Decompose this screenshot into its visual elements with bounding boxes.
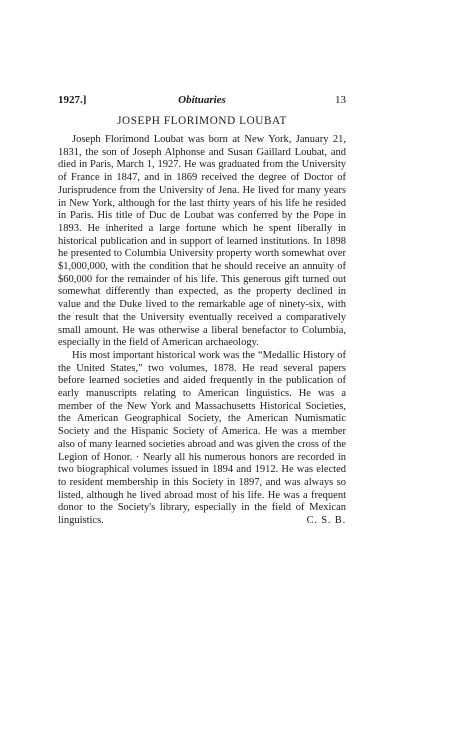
running-head — [58, 92, 346, 108]
article-title: JOSEPH FLORIMOND LOUBAT — [117, 115, 287, 127]
running-head-year: 1927.] — [58, 94, 87, 106]
running-head-section: Obituaries — [178, 94, 226, 106]
page-number: 13 — [335, 94, 346, 106]
body-paragraph-1: Joseph Florimond Loubat was born at New York, January 21, 1831, the son of Joseph Alphonse and Susan Gaillard Loubat, and died in Paris, March 1, 1927. He was graduated from the University of France in 1847, and in 1869 received the degree of Doctor of Jurisprudence from the University of Jena. He lived for many years in New York, although for the last thirty years of his life he resided in Paris. His title of Duc de Loubat was conferred by the Pope in 1893. He inherited a large fortune which he spent liberally in historical publication and in support of learned institutions. In 1898 he presented to Columbia University property worth somewhat over $1,000,000, with the condition that he should receive an annuity of $60,000 for the remainder of his life. This generous gift turned out somewhat differently than expected, as the property declined in value and the Duke lived to the remarkable age of ninety-six, with the result that the University eventually received a comparatively small amount. He was otherwise a liberal benefactor to Columbia, especially in the field of American archaeology. — [58, 134, 346, 349]
author-signature: C. S. B. — [306, 515, 346, 527]
body-paragraph-2-text: His most important historical work was the “Medallic History of the United States,” two volumes, 1878. He read several papers before learned societies and aided frequently in the publication of early manuscripts relating to American linguistics. He was a member of the New York and Massachusetts Historical Societies, the American Geographical Society, the American Numismatic Society and the Hispanic Society of America. He was a member also of many learned societies abroad and was given the cross of the Legion of Honor. · Nearly all his numerous honors are recorded in two biographical volumes issued in 1894 and 1912. He was elected to resident membership in this Society in 1897, and was always so listed, although he lived abroad most of his life. He was a frequent donor to the Society's library, especially in the field of Mexican linguistics. — [58, 349, 346, 527]
body-paragraph-2 — [58, 350, 346, 528]
document-page — [58, 92, 346, 528]
